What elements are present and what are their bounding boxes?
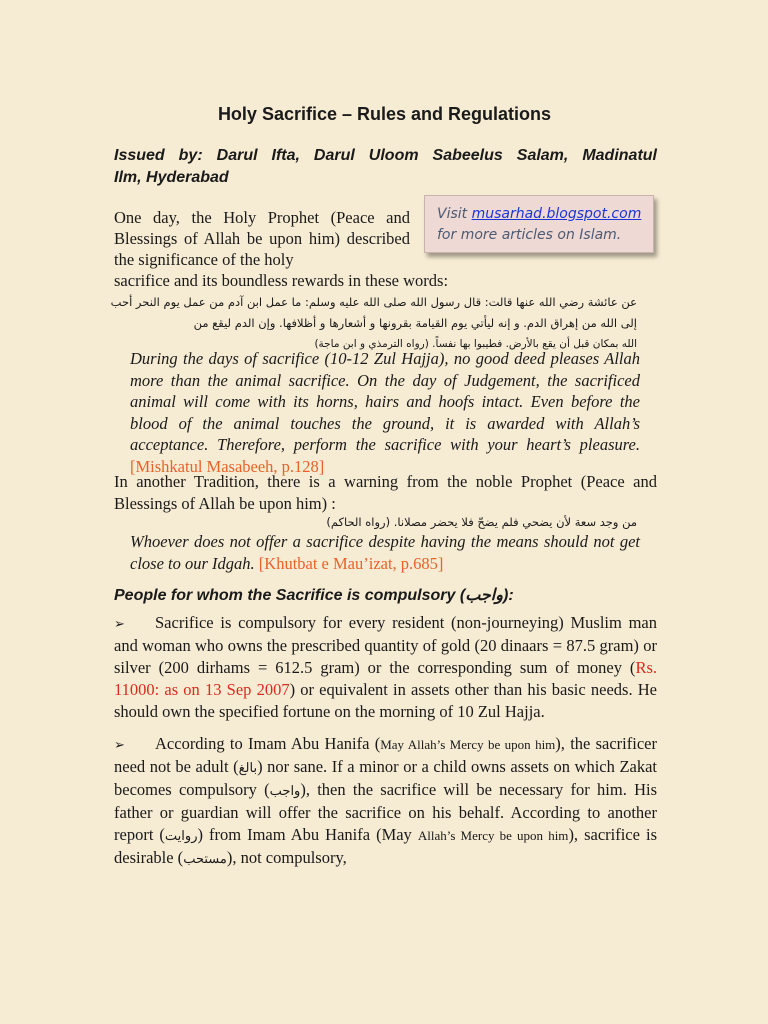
section-heading-close: ): [502, 587, 514, 604]
section-heading-arabic: واجب [465, 587, 503, 604]
arabic-baligh: بالغ [238, 760, 258, 775]
bullet-item-2 [114, 733, 657, 870]
arabic-hadith-1-line-1: عن عائشة رضي الله عنها قالت: قال رسول الله صلى الله عليه وسلم: ما عمل ابن آدم من عمل يوم النحر أحب [110, 295, 637, 309]
translation-quote-1 [130, 348, 640, 477]
bullet-2-part-4: ), then the sacrifice will be necessary for him. His father or guardian will offer the sacrifice on his behalf. According to another report ( [114, 780, 657, 844]
tradition-paragraph: In another Tradition, there is a warning from the noble Prophet (Peace and Blessings of Allah be upon him) : [114, 472, 657, 513]
arabic-hadith-1 [94, 292, 637, 355]
arabic-hadith-2: من وجد سعة لأن يضحي فلم يضحّ فلا يحضر مصلانا. (رواه الحاكم) [326, 515, 637, 529]
quote-2-text: Whoever does not offer a sacrifice despite having the means should not get close to our Idgah. [130, 532, 640, 573]
section-heading [114, 585, 514, 605]
arabic-wajib: واجب [269, 783, 301, 798]
bullet-item-1 [114, 612, 657, 723]
issued-by-line-2: Ilm, Hyderabad [114, 169, 229, 186]
blog-callout [424, 195, 654, 253]
callout-line-2: for more articles on Islam. [437, 227, 622, 243]
callout-visit: Visit [437, 206, 472, 222]
issued-by-line-1: Issued by: Darul Ifta, Darul Uloom Sabeelus Salam, Madinatul [114, 147, 657, 164]
bullet-arrow-icon: ➢ [114, 737, 125, 752]
quote-1-text: During the days of sacrifice (10-12 Zul Hajja), no good deed pleases Allah more than the animal sacrifice. On the day of Judgement, the sacrificed animal will come with its horns, hairs and hoofs intact. Even before the blood of the animal touches the ground, it is awarded with Allah’s acceptance. Therefore, perform the sacrifice with your heart’s pleasure. [130, 349, 640, 454]
bullet-arrow-icon: ➢ [114, 616, 125, 631]
bullet-2-part-3: ) nor sane. If a minor or a child owns assets on which Zakat becomes compulsory ( [114, 757, 658, 799]
arabic-mustahab: مستحب [183, 851, 227, 866]
bullet-2-part-6: ), sacrifice is desirable ( [114, 825, 657, 867]
bullet-2-part-5: ) from Imam Abu Hanifa (May [197, 825, 418, 844]
intro-paragraph [114, 207, 449, 290]
issued-by [114, 145, 657, 189]
quote-1-reference: [Mishkatul Masabeeh, p.128] [130, 456, 325, 476]
blog-link[interactable]: musarhad.blogspot.com [471, 206, 642, 222]
arabic-riwayat: روايت [164, 828, 198, 843]
intro-last-line: sacrifice and its boundless rewards in these words: [114, 271, 449, 290]
bullet-2-mercy-2: Allah’s Mercy be upon him [417, 828, 569, 843]
quote-2-reference: [Khutbat e Mau’izat, p.685] [254, 553, 444, 573]
bullet-2-part-7: ), not compulsory, [226, 848, 347, 867]
bullet-2-part-1: According to Imam Abu Hanifa ( [155, 734, 381, 753]
arabic-hadith-1-line-3: الله بمكان قبل أن يقع بالأرض. فطيبوا بها نفساً. (رواه الترمذي و ابن ماجة) [314, 338, 637, 350]
intro-text: One day, the Holy Prophet (Peace and Blessings of Allah be upon him) described the significance of the holy [114, 208, 410, 269]
bullet-2-part-2: ), the sacrificer need not be adult ( [114, 734, 657, 776]
page-title: Holy Sacrifice – Rules and Regulations [217, 104, 552, 124]
bullet-1-amount: Rs. 11000: as on 13 Sep 2007 [114, 658, 657, 699]
translation-quote-2 [130, 531, 640, 574]
bullet-1-part-1: Sacrifice is compulsory for every resident (non-journeying) Muslim man and woman who owns the prescribed quantity of gold (20 dinaars = 87.5 gram) or silver (200 dirhams = 612.5 gram) or the corresponding sum of money ( [114, 613, 657, 677]
bullet-2-mercy-1: May Allah’s Mercy be upon him [380, 737, 556, 752]
arabic-hadith-1-line-2: إلى الله من إهراق الدم. و إنه ليأتي يوم القيامة بقرونها و أشعارها و أظلافها. وإن الدم ليقع من [193, 316, 637, 330]
section-heading-text: People for whom the Sacrifice is compulsory ( [114, 587, 466, 604]
bullet-1-part-2: ) or equivalent in assets other than his basic needs. He should own the specified fortune on the morning of 10 Zul Hajja. [114, 680, 657, 721]
